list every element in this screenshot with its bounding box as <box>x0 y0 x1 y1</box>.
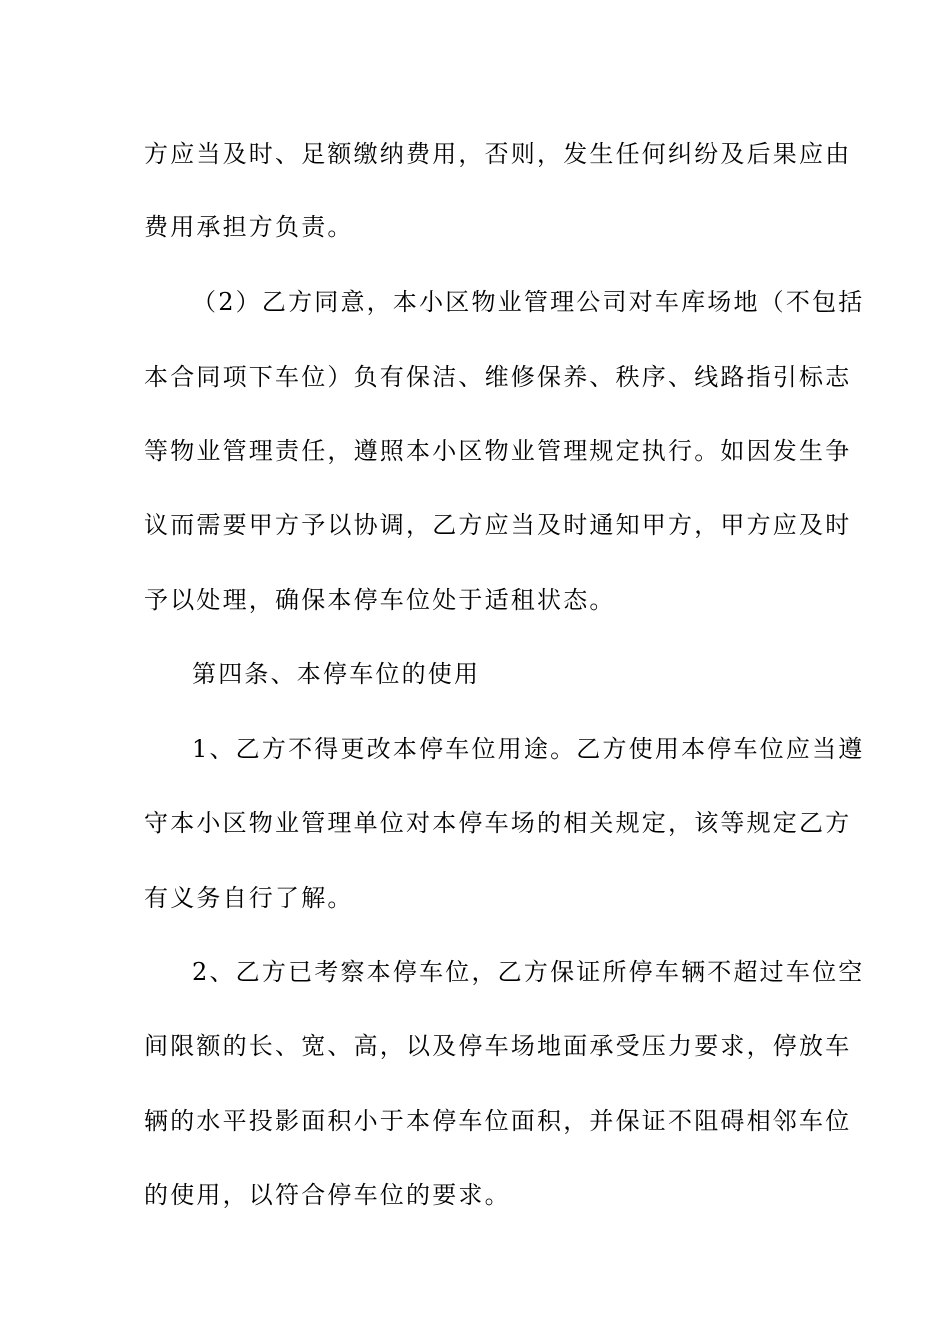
text-line: 的使用，以符合停车位的要求。 <box>144 1181 511 1209</box>
text-line: 间限额的长、宽、高，以及停车场地面承受压力要求，停放车 <box>144 1032 852 1060</box>
text-line: 等物业管理责任，遵照本小区物业管理规定执行。如因发生争 <box>144 437 852 465</box>
text-line: 2、乙方已考察本停车位，乙方保证所停车辆不超过车位空 <box>192 958 865 986</box>
text-line: 方应当及时、足额缴纳费用，否则，发生任何纠纷及后果应由 <box>144 140 852 168</box>
text-line: （2）乙方同意，本小区物业管理公司对车库场地（不包括 <box>192 288 865 316</box>
text-line: 辆的水平投影面积小于本停车位面积，并保证不阻碍相邻车位 <box>144 1107 852 1135</box>
text-line: 予以处理，确保本停车位处于适租状态。 <box>144 586 616 614</box>
text-line: 议而需要甲方予以协调，乙方应当及时通知甲方，甲方应及时 <box>144 511 852 539</box>
text-line: 本合同项下车位）负有保洁、维修保养、秩序、线路指引标志 <box>144 363 852 391</box>
text-line: 守本小区物业管理单位对本停车场的相关规定，该等规定乙方 <box>144 809 852 837</box>
section-heading: 第四条、本停车位的使用 <box>192 660 481 688</box>
text-line: 1、乙方不得更改本停车位用途。乙方使用本停车位应当遵 <box>192 735 865 763</box>
text-line: 有义务自行了解。 <box>144 884 354 912</box>
text-line: 费用承担方负责。 <box>144 213 354 241</box>
